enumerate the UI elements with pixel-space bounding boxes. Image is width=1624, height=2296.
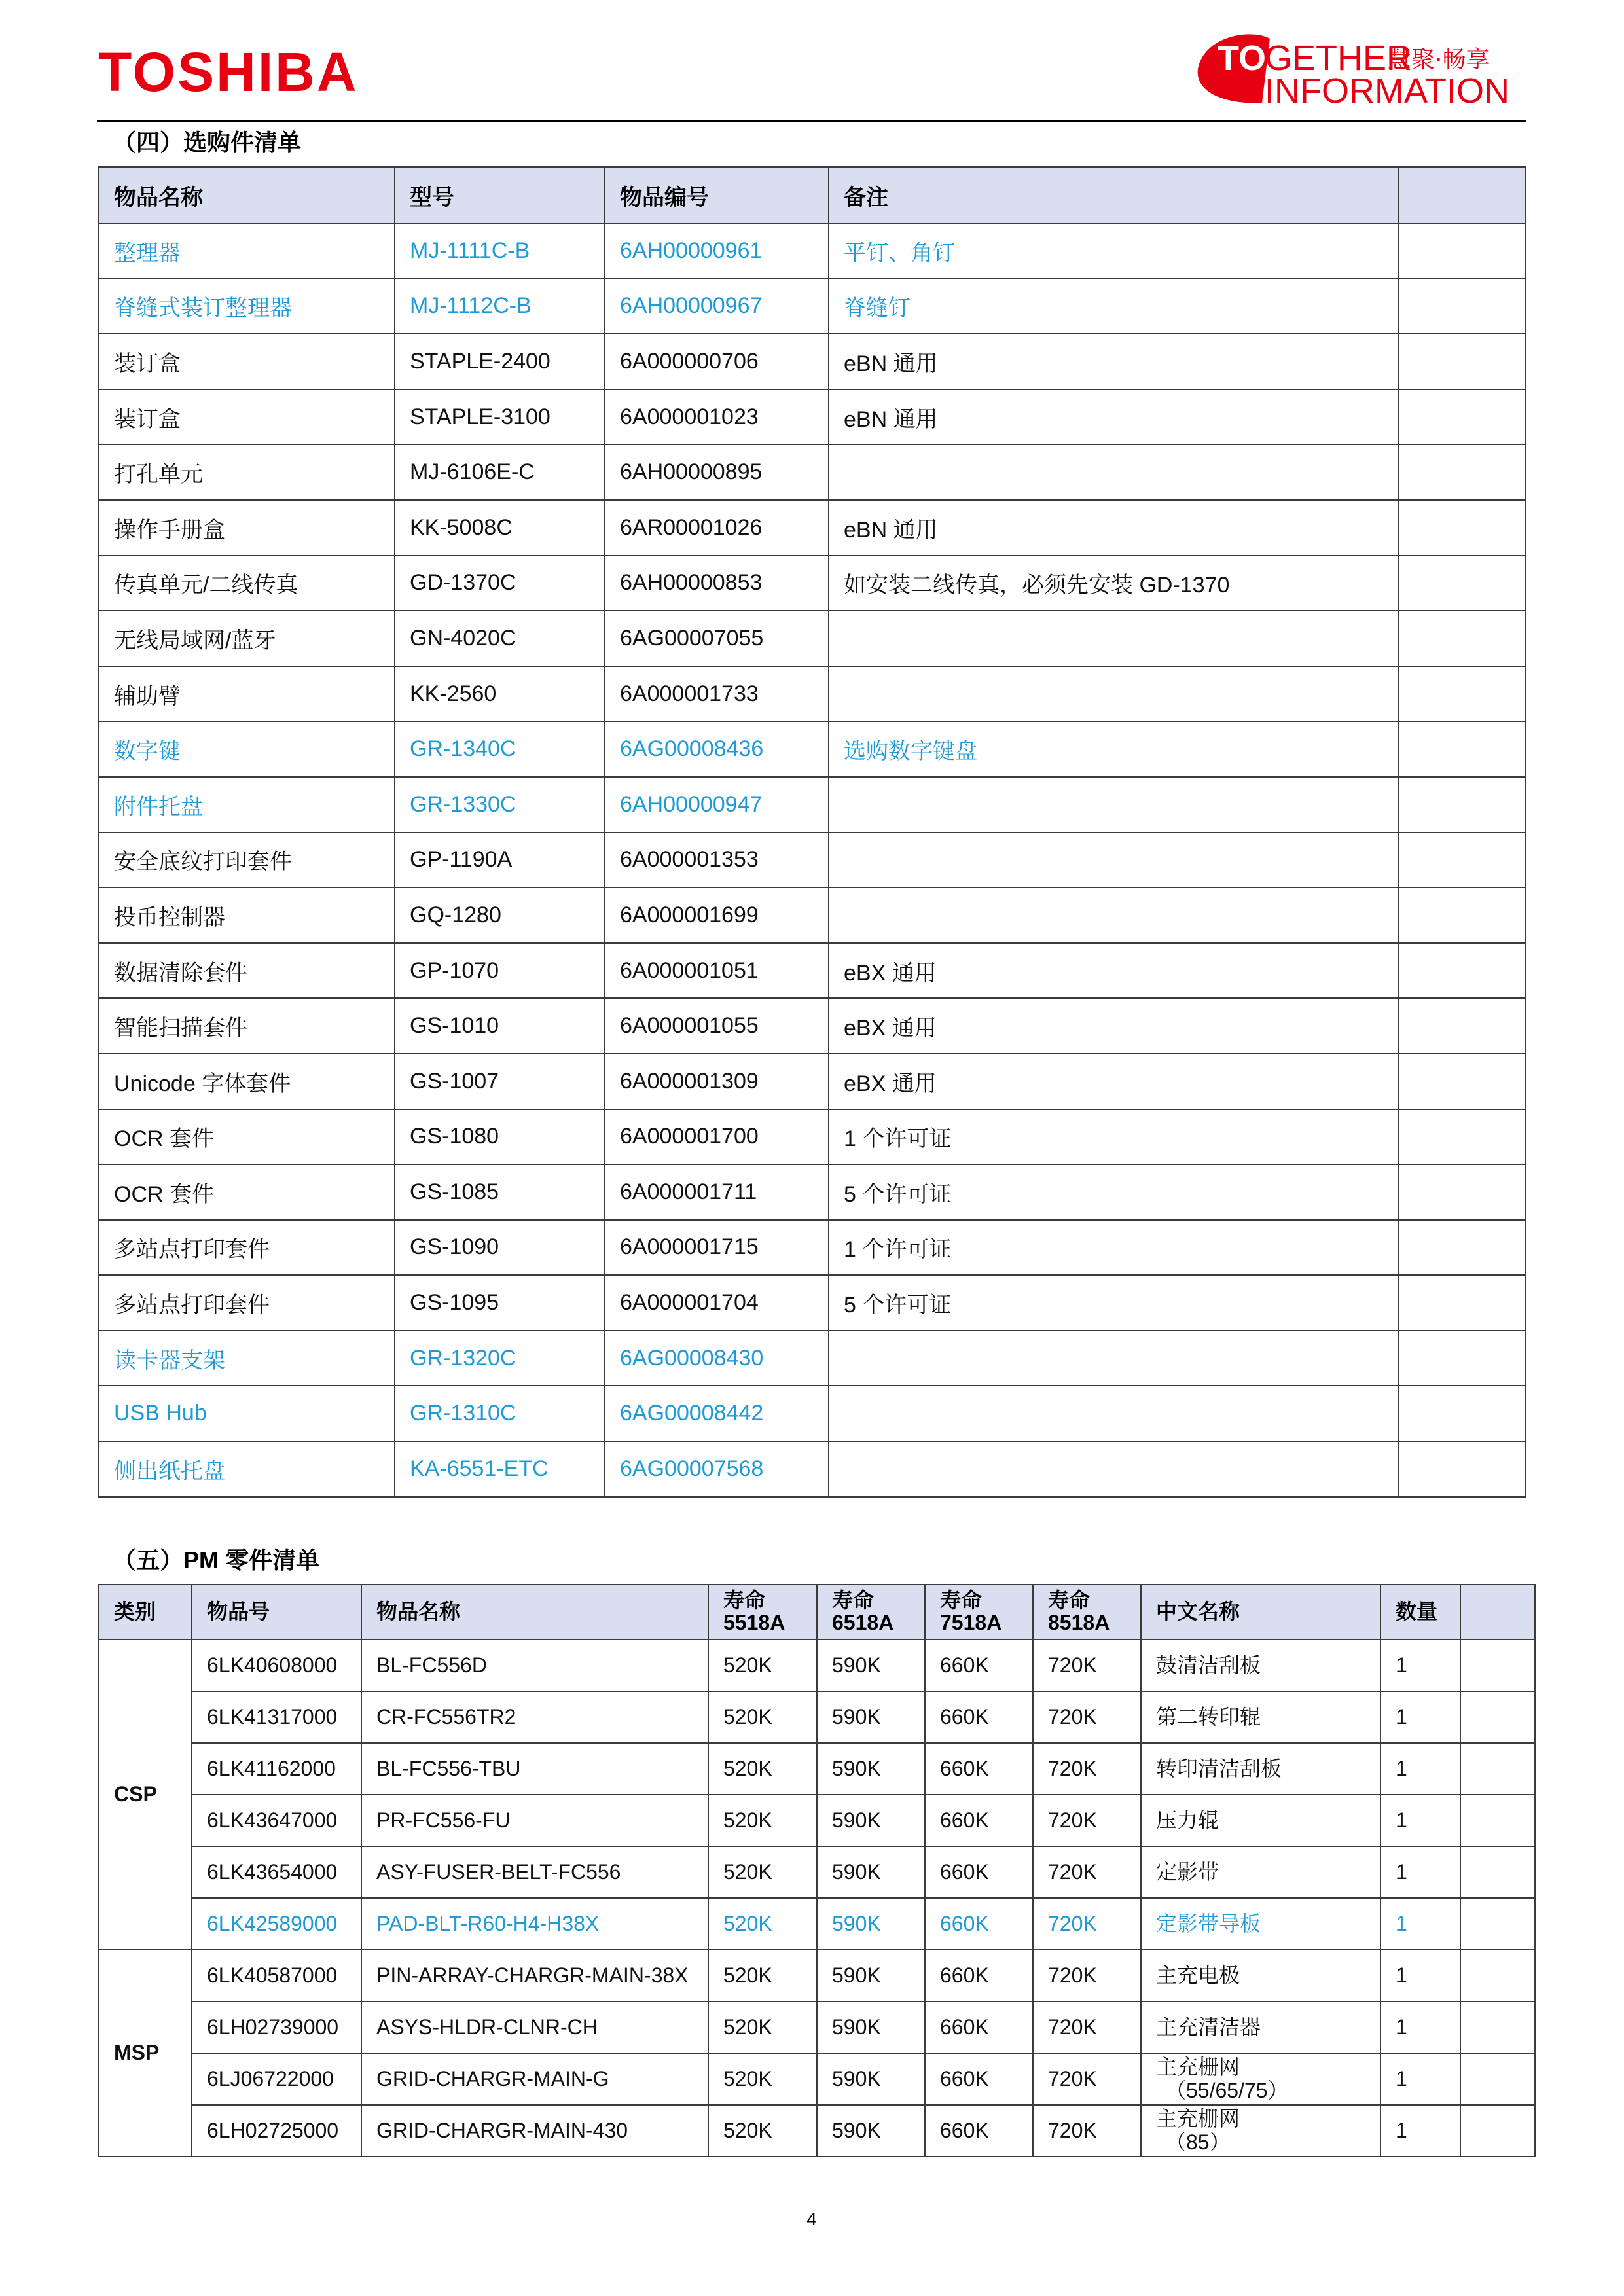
- model-label: 7518A: [940, 1611, 1002, 1634]
- item-name-cell: BL-FC556D: [361, 1640, 708, 1691]
- extra-cell: [1460, 1950, 1535, 2001]
- life-6518a-cell: 590K: [817, 1795, 925, 1846]
- page-number: 4: [806, 2209, 817, 2229]
- item-name-cell: CR-FC556TR2: [361, 1691, 708, 1743]
- col-header-life-7518a: [925, 1585, 1033, 1640]
- extra-cell: [1398, 1331, 1526, 1386]
- life-5518a-cell: 520K: [708, 2001, 817, 2053]
- model-cell: MJ-1111C-B: [395, 223, 605, 279]
- cn-name-line1: 主充栅网: [1156, 2107, 1240, 2131]
- life-label: 寿命: [723, 1588, 766, 1613]
- item-code-cell: 6AG00008436: [605, 721, 829, 777]
- table-row: [99, 556, 1526, 611]
- item-code-cell: 6A000001700: [605, 1109, 829, 1165]
- extra-cell: [1398, 1164, 1526, 1220]
- item-code-cell: 6AH00000853: [605, 556, 829, 611]
- table-row: [99, 444, 1526, 500]
- extra-cell: [1398, 389, 1526, 445]
- item-name-cell: 数据清除套件: [99, 943, 395, 999]
- qty-cell: 1: [1380, 1640, 1460, 1691]
- life-6518a-cell: 590K: [817, 2053, 925, 2105]
- item-code-cell: 6AG00007568: [605, 1441, 829, 1497]
- cn-name-line1: 主充电极: [1156, 1963, 1240, 1987]
- cn-name-line1: 压力辊: [1156, 1808, 1219, 1832]
- extra-cell: [1398, 1386, 1526, 1441]
- cn-name-line1: 主充清洁器: [1156, 2015, 1261, 2039]
- model-cell: GS-1010: [395, 998, 605, 1054]
- extra-cell: [1398, 223, 1526, 279]
- item-name-cell: 整理器: [99, 223, 395, 279]
- cn-name-cell: [1141, 1846, 1380, 1898]
- svg-text:INFORMATION: INFORMATION: [1265, 71, 1509, 108]
- together-information-logo: [1191, 29, 1519, 108]
- extra-cell: [1460, 1898, 1535, 1950]
- cn-name-cell: [1141, 1898, 1380, 1950]
- model-cell: GS-1085: [395, 1164, 605, 1220]
- life-7518a-cell: 660K: [925, 1795, 1033, 1846]
- part-no-cell: 6LK43654000: [192, 1846, 361, 1898]
- toshiba-logo: TOSHIBA: [98, 41, 359, 103]
- life-7518a-cell: 660K: [925, 1743, 1033, 1795]
- part-no-cell: 6LK41317000: [192, 1691, 361, 1743]
- note-cell: 1 个许可证: [829, 1220, 1398, 1276]
- table-row: [99, 1743, 1535, 1795]
- extra-cell: [1398, 666, 1526, 722]
- pm-parts-table: [98, 1584, 1536, 2157]
- col-header-life-5518a: [708, 1585, 817, 1640]
- life-7518a-cell: 660K: [925, 1691, 1033, 1743]
- col-header-item-name: 物品名称: [99, 167, 395, 223]
- note-cell: [829, 833, 1398, 888]
- item-code-cell: 6A000001055: [605, 998, 829, 1054]
- cn-name-cell: [1141, 1795, 1380, 1846]
- model-cell: KK-2560: [395, 666, 605, 722]
- table-row: [99, 223, 1526, 279]
- qty-cell: 1: [1380, 1950, 1460, 2001]
- extra-cell: [1398, 611, 1526, 666]
- part-no-cell: 6LK43647000: [192, 1795, 361, 1846]
- item-code-cell: 6AH00000961: [605, 223, 829, 279]
- life-7518a-cell: 660K: [925, 2105, 1033, 2157]
- life-8518a-cell: 720K: [1033, 2053, 1141, 2105]
- model-cell: GS-1080: [395, 1109, 605, 1165]
- item-name-cell: 安全底纹打印套件: [99, 833, 395, 888]
- extra-cell: [1460, 1691, 1535, 1743]
- table-row: [99, 1220, 1526, 1276]
- extra-cell: [1460, 1640, 1535, 1691]
- note-cell: 脊缝钉: [829, 279, 1398, 334]
- item-name-cell: 脊缝式装订整理器: [99, 279, 395, 334]
- header-rule: [97, 120, 1526, 122]
- table-row: [99, 666, 1526, 722]
- model-label: 5518A: [723, 1611, 785, 1634]
- col-header-extra: [1460, 1585, 1535, 1640]
- part-no-cell: 6LH02725000: [192, 2105, 361, 2157]
- item-name-cell: 打孔单元: [99, 444, 395, 500]
- model-cell: MJ-1112C-B: [395, 279, 605, 334]
- life-5518a-cell: 520K: [708, 1950, 817, 2001]
- cn-name-line2: （85）: [1165, 2130, 1231, 2154]
- cn-name-line1: 定影带: [1156, 1859, 1219, 1884]
- item-code-cell: 6A000001711: [605, 1164, 829, 1220]
- model-cell: MJ-6106E-C: [395, 444, 605, 500]
- note-cell: 平钉、角钉: [829, 223, 1398, 279]
- life-7518a-cell: 660K: [925, 2001, 1033, 2053]
- cn-name-line1: 鼓清洁刮板: [1156, 1653, 1261, 1677]
- note-cell: [829, 611, 1398, 666]
- table-row: [99, 1109, 1526, 1165]
- item-code-cell: 6AG00007055: [605, 611, 829, 666]
- extra-cell: [1460, 1846, 1535, 1898]
- model-cell: STAPLE-2400: [395, 334, 605, 389]
- item-code-cell: 6AH00000967: [605, 279, 829, 334]
- qty-cell: 1: [1380, 2001, 1460, 2053]
- model-cell: GS-1007: [395, 1054, 605, 1109]
- item-name-cell: GRID-CHARGR-MAIN-430: [361, 2105, 708, 2157]
- extra-cell: [1398, 1441, 1526, 1497]
- qty-cell: 1: [1380, 1898, 1460, 1950]
- item-name-cell: BL-FC556-TBU: [361, 1743, 708, 1795]
- part-no-cell: 6LK40608000: [192, 1640, 361, 1691]
- col-header-item-code: 物品编号: [605, 167, 829, 223]
- cn-name-cell: [1141, 1950, 1380, 2001]
- table-row: [99, 1691, 1535, 1743]
- item-name-cell: 装订盒: [99, 334, 395, 389]
- table-row: [99, 611, 1526, 666]
- model-cell: GP-1190A: [395, 833, 605, 888]
- model-label: 6518A: [832, 1611, 894, 1634]
- life-6518a-cell: 590K: [817, 1640, 925, 1691]
- item-name-cell: USB Hub: [99, 1386, 395, 1441]
- item-name-cell: PIN-ARRAY-CHARGR-MAIN-38X: [361, 1950, 708, 2001]
- extra-cell: [1398, 777, 1526, 833]
- category-cell: MSP: [99, 1950, 192, 2157]
- table-row: [99, 998, 1526, 1054]
- item-name-cell: PAD-BLT-R60-H4-H38X: [361, 1898, 708, 1950]
- extra-cell: [1398, 1054, 1526, 1109]
- table-row: [99, 1164, 1526, 1220]
- model-cell: GD-1370C: [395, 556, 605, 611]
- table-row: [99, 279, 1526, 334]
- options-table: [98, 166, 1526, 1498]
- model-cell: GR-1310C: [395, 1386, 605, 1441]
- item-name-cell: 多站点打印套件: [99, 1275, 395, 1331]
- life-7518a-cell: 660K: [925, 1950, 1033, 2001]
- life-5518a-cell: 520K: [708, 1691, 817, 1743]
- cn-name-cell: [1141, 2001, 1380, 2053]
- item-name-cell: 侧出纸托盘: [99, 1441, 395, 1497]
- model-cell: GS-1095: [395, 1275, 605, 1331]
- model-cell: GP-1070: [395, 943, 605, 999]
- item-name-cell: ASYS-HLDR-CLNR-CH: [361, 2001, 708, 2053]
- life-7518a-cell: 660K: [925, 1898, 1033, 1950]
- col-header-life-8518a: [1033, 1585, 1141, 1640]
- item-code-cell: 6AH00000895: [605, 444, 829, 500]
- qty-cell: 1: [1380, 2053, 1460, 2105]
- life-6518a-cell: 590K: [817, 1950, 925, 2001]
- cn-name-line1: 第二转印辊: [1156, 1704, 1261, 1729]
- col-header-note: 备注: [829, 167, 1398, 223]
- qty-cell: 1: [1380, 2105, 1460, 2157]
- note-cell: 5 个许可证: [829, 1164, 1398, 1220]
- col-header-extra: [1398, 167, 1526, 223]
- life-5518a-cell: 520K: [708, 1743, 817, 1795]
- item-code-cell: 6A000001733: [605, 666, 829, 722]
- extra-cell: [1398, 1109, 1526, 1165]
- table-row: [99, 1331, 1526, 1386]
- col-header-part-no: 物品号: [192, 1585, 361, 1640]
- life-6518a-cell: 590K: [817, 1743, 925, 1795]
- item-name-cell: 数字键: [99, 721, 395, 777]
- note-cell: eBX 通用: [829, 1054, 1398, 1109]
- qty-cell: 1: [1380, 1795, 1460, 1846]
- item-name-cell: 智能扫描套件: [99, 998, 395, 1054]
- col-header-qty: 数量: [1380, 1585, 1460, 1640]
- item-name-cell: 传真单元/二线传真: [99, 556, 395, 611]
- life-7518a-cell: 660K: [925, 2053, 1033, 2105]
- life-8518a-cell: 720K: [1033, 1846, 1141, 1898]
- note-cell: [829, 1441, 1398, 1497]
- svg-text:GETHER: GETHER: [1265, 39, 1413, 78]
- item-code-cell: 6A000001051: [605, 943, 829, 999]
- item-code-cell: 6AH00000947: [605, 777, 829, 833]
- note-cell: 如安装二线传真，必须先安装 GD-1370: [829, 556, 1398, 611]
- extra-cell: [1398, 943, 1526, 999]
- life-7518a-cell: 660K: [925, 1846, 1033, 1898]
- item-code-cell: 6AR00001026: [605, 500, 829, 556]
- note-cell: eBX 通用: [829, 998, 1398, 1054]
- table-row: [99, 1950, 1535, 2001]
- model-cell: GR-1340C: [395, 721, 605, 777]
- item-name-cell: Unicode 字体套件: [99, 1054, 395, 1109]
- qty-cell: 1: [1380, 1691, 1460, 1743]
- note-cell: eBN 通用: [829, 500, 1398, 556]
- cn-name-cell: [1141, 1743, 1380, 1795]
- category-cell: CSP: [99, 1640, 192, 1950]
- table-row: [99, 777, 1526, 833]
- cn-name-line1: 转印清洁刮板: [1156, 1756, 1282, 1780]
- table-row: [99, 1795, 1535, 1846]
- cn-name-cell: [1141, 1640, 1380, 1691]
- table-row: [99, 334, 1526, 389]
- model-cell: GN-4020C: [395, 611, 605, 666]
- item-code-cell: 6A000000706: [605, 334, 829, 389]
- part-no-cell: 6LK42589000: [192, 1898, 361, 1950]
- item-name-cell: 投币控制器: [99, 888, 395, 943]
- life-5518a-cell: 520K: [708, 1846, 817, 1898]
- life-6518a-cell: 590K: [817, 2001, 925, 2053]
- life-label: 寿命: [832, 1588, 875, 1613]
- table-row: [99, 500, 1526, 556]
- table-row: [99, 721, 1526, 777]
- life-6518a-cell: 590K: [817, 2105, 925, 2157]
- svg-text:慧聚·畅享: 慧聚·畅享: [1388, 46, 1490, 73]
- cn-name-cell: [1141, 1691, 1380, 1743]
- item-name-cell: ASY-FUSER-BELT-FC556: [361, 1846, 708, 1898]
- extra-cell: [1398, 279, 1526, 334]
- col-header-life-6518a: [817, 1585, 925, 1640]
- model-cell: KA-6551-ETC: [395, 1441, 605, 1497]
- item-name-cell: 读卡器支架: [99, 1331, 395, 1386]
- table-row: [99, 1054, 1526, 1109]
- table-row: [99, 1640, 1535, 1691]
- item-name-cell: 操作手册盒: [99, 500, 395, 556]
- note-cell: [829, 888, 1398, 943]
- svg-text:TO: TO: [1218, 39, 1267, 78]
- life-8518a-cell: 720K: [1033, 1795, 1141, 1846]
- table-row: [99, 2001, 1535, 2053]
- life-5518a-cell: 520K: [708, 1898, 817, 1950]
- note-cell: [829, 1331, 1398, 1386]
- table-row: [99, 833, 1526, 888]
- life-5518a-cell: 520K: [708, 2105, 817, 2157]
- life-8518a-cell: 720K: [1033, 2105, 1141, 2157]
- item-code-cell: 6A000001704: [605, 1275, 829, 1331]
- item-name-cell: PR-FC556-FU: [361, 1795, 708, 1846]
- life-8518a-cell: 720K: [1033, 1640, 1141, 1691]
- col-header-cn-name: 中文名称: [1141, 1585, 1380, 1640]
- table-row: [99, 943, 1526, 999]
- note-cell: 选购数字键盘: [829, 721, 1398, 777]
- extra-cell: [1398, 998, 1526, 1054]
- item-name-cell: 多站点打印套件: [99, 1220, 395, 1276]
- item-code-cell: 6A000001309: [605, 1054, 829, 1109]
- table-row: [99, 2105, 1535, 2157]
- part-no-cell: 6LH02739000: [192, 2001, 361, 2053]
- part-no-cell: 6LK40587000: [192, 1950, 361, 2001]
- life-label: 寿命: [940, 1588, 983, 1613]
- life-7518a-cell: 660K: [925, 1640, 1033, 1691]
- cn-name-cell: [1141, 2105, 1380, 2157]
- table-row: [99, 1386, 1526, 1441]
- extra-cell: [1460, 2105, 1535, 2157]
- life-5518a-cell: 520K: [708, 2053, 817, 2105]
- model-cell: GR-1330C: [395, 777, 605, 833]
- pm-section-title: （五）PM 零件清单: [113, 1547, 320, 1573]
- table-row: [99, 888, 1526, 943]
- note-cell: eBN 通用: [829, 334, 1398, 389]
- life-6518a-cell: 590K: [817, 1846, 925, 1898]
- qty-cell: 1: [1380, 1846, 1460, 1898]
- col-header-category: 类别: [99, 1585, 192, 1640]
- extra-cell: [1398, 888, 1526, 943]
- model-cell: GS-1090: [395, 1220, 605, 1276]
- extra-cell: [1460, 1795, 1535, 1846]
- model-cell: KK-5008C: [395, 500, 605, 556]
- table-row: [99, 1846, 1535, 1898]
- part-no-cell: 6LJ06722000: [192, 2053, 361, 2105]
- note-cell: eBN 通用: [829, 389, 1398, 445]
- extra-cell: [1460, 2001, 1535, 2053]
- qty-cell: 1: [1380, 1743, 1460, 1795]
- item-code-cell: 6A000001699: [605, 888, 829, 943]
- item-code-cell: 6AG00008442: [605, 1386, 829, 1441]
- extra-cell: [1460, 2053, 1535, 2105]
- table-header-row: [99, 167, 1526, 223]
- note-cell: [829, 1386, 1398, 1441]
- table-row: [99, 1898, 1535, 1950]
- table-row: [99, 389, 1526, 445]
- note-cell: 5 个许可证: [829, 1275, 1398, 1331]
- note-cell: eBX 通用: [829, 943, 1398, 999]
- item-name-cell: OCR 套件: [99, 1109, 395, 1165]
- extra-cell: [1398, 444, 1526, 500]
- life-label: 寿命: [1048, 1588, 1091, 1613]
- part-no-cell: 6LK41162000: [192, 1743, 361, 1795]
- col-header-item-name: 物品名称: [361, 1585, 708, 1640]
- extra-cell: [1398, 334, 1526, 389]
- life-8518a-cell: 720K: [1033, 2001, 1141, 2053]
- item-code-cell: 6A000001715: [605, 1220, 829, 1276]
- extra-cell: [1398, 556, 1526, 611]
- table-row: [99, 2053, 1535, 2105]
- item-name-cell: OCR 套件: [99, 1164, 395, 1220]
- life-8518a-cell: 720K: [1033, 1950, 1141, 2001]
- note-cell: [829, 666, 1398, 722]
- col-header-model: 型号: [395, 167, 605, 223]
- item-name-cell: 辅助臂: [99, 666, 395, 722]
- table-row: [99, 1275, 1526, 1331]
- cn-name-line1: 主充栅网: [1156, 2055, 1240, 2079]
- item-name-cell: 无线局域网/蓝牙: [99, 611, 395, 666]
- table-header-row: [99, 1585, 1535, 1640]
- extra-cell: [1398, 1275, 1526, 1331]
- life-5518a-cell: 520K: [708, 1795, 817, 1846]
- item-name-cell: GRID-CHARGR-MAIN-G: [361, 2053, 708, 2105]
- table-row: [99, 1441, 1526, 1497]
- options-section-title: （四）选购件清单: [113, 129, 302, 156]
- cn-name-line2: （55/65/75）: [1165, 2078, 1289, 2102]
- item-name-cell: 装订盒: [99, 389, 395, 445]
- extra-cell: [1398, 833, 1526, 888]
- model-cell: GQ-1280: [395, 888, 605, 943]
- note-cell: 1 个许可证: [829, 1109, 1398, 1165]
- extra-cell: [1398, 500, 1526, 556]
- model-cell: STAPLE-3100: [395, 389, 605, 445]
- model-label: 8518A: [1048, 1611, 1110, 1634]
- life-8518a-cell: 720K: [1033, 1898, 1141, 1950]
- cn-name-line1: 定影带导板: [1156, 1911, 1261, 1935]
- life-8518a-cell: 720K: [1033, 1691, 1141, 1743]
- cn-name-cell: [1141, 2053, 1380, 2105]
- extra-cell: [1398, 721, 1526, 777]
- extra-cell: [1460, 1743, 1535, 1795]
- life-5518a-cell: 520K: [708, 1640, 817, 1691]
- item-code-cell: 6A000001023: [605, 389, 829, 445]
- life-6518a-cell: 590K: [817, 1898, 925, 1950]
- note-cell: [829, 444, 1398, 500]
- extra-cell: [1398, 1220, 1526, 1276]
- item-code-cell: 6AG00008430: [605, 1331, 829, 1386]
- life-6518a-cell: 590K: [817, 1691, 925, 1743]
- life-8518a-cell: 720K: [1033, 1743, 1141, 1795]
- item-name-cell: 附件托盘: [99, 777, 395, 833]
- model-cell: GR-1320C: [395, 1331, 605, 1386]
- item-code-cell: 6A000001353: [605, 833, 829, 888]
- note-cell: [829, 777, 1398, 833]
